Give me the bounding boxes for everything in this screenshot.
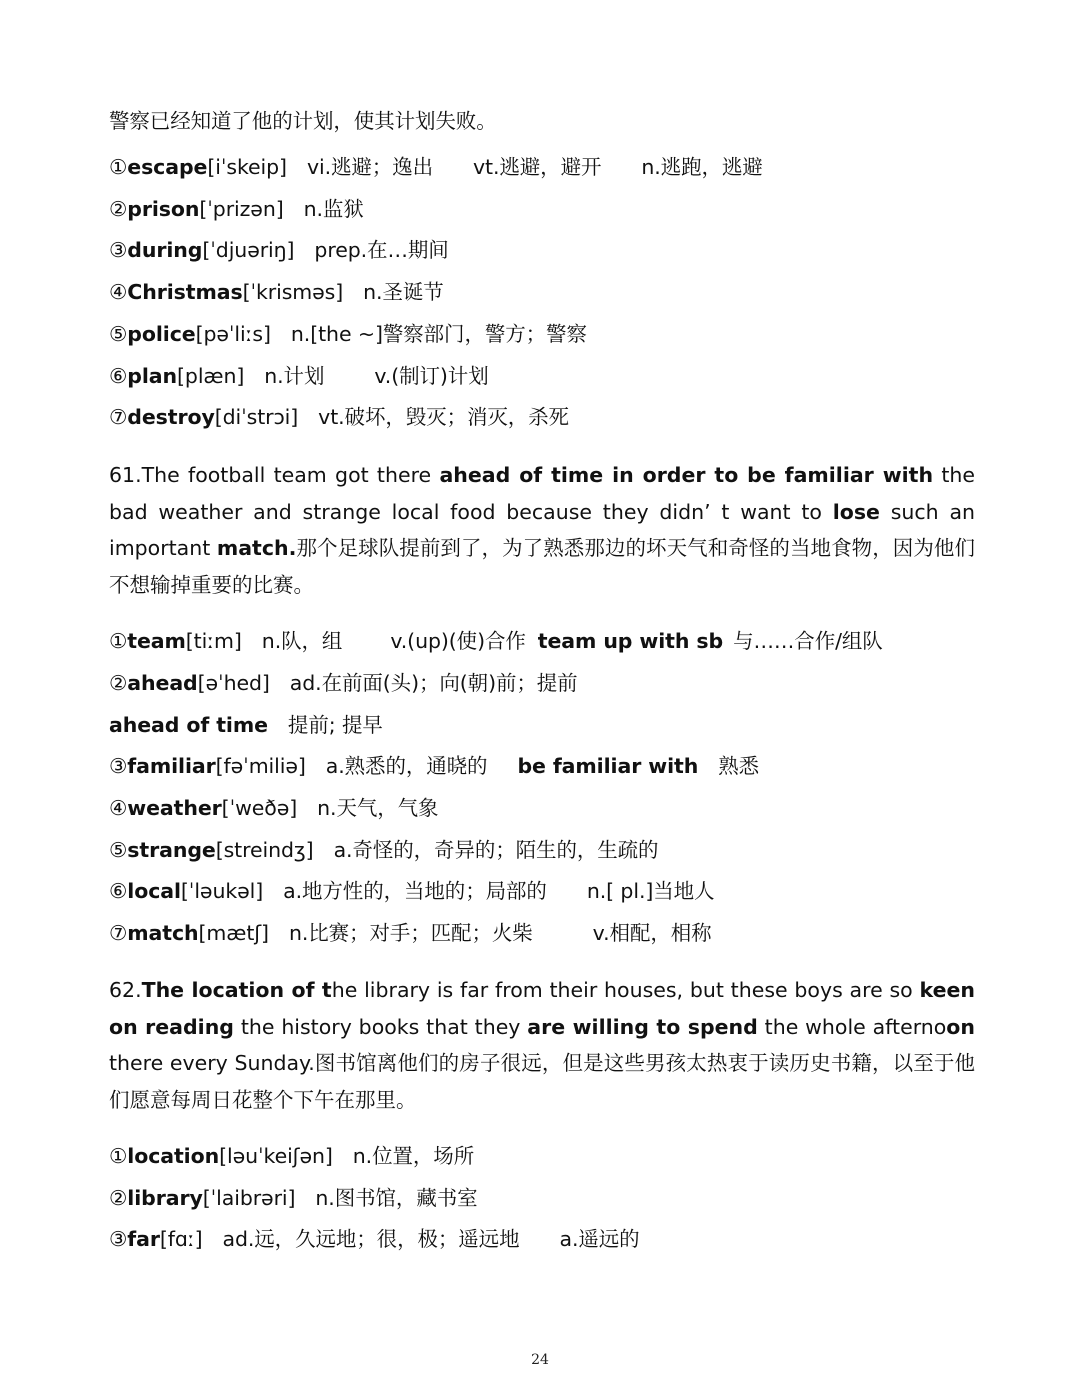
vocab-item-plan [109, 362, 979, 390]
vocab-word: familiar [127, 754, 216, 778]
meaning: a.奇怪的，奇异的；陌生的，生疏的 [333, 838, 659, 862]
key-phrase: team up with sb [537, 629, 724, 653]
vocab-item-local [109, 877, 979, 905]
sentence-62: 62.The location of the library is far from their houses, but these boys are so keen on reading the history books that they are willing to spend the whole afternoon there every Sunday.图书馆离他们的房子很远，但是这些男孩太热衷于读历史书籍，以至于他们愿意每周日花整个下午在那里。 [109, 978, 975, 1112]
vocab-word: library [127, 1186, 203, 1210]
vocab-word: plan [127, 364, 178, 388]
vocab-word: strange [127, 838, 216, 862]
key-phrase: are willing to spend [527, 1014, 758, 1039]
meaning: a.熟悉的，通晓的 [325, 754, 488, 778]
vocab-word: escape [127, 155, 208, 179]
vocab-item-familiar [109, 752, 979, 780]
item-number: ② [109, 671, 128, 695]
meaning: n.逃跑，逃避 [641, 155, 763, 179]
phonetic: [fəˈmiliə] [215, 754, 306, 778]
item-number: ⑥ [109, 879, 128, 903]
phonetic: [ləuˈkeiʃən] [219, 1144, 333, 1168]
vocab-word: police [127, 322, 196, 346]
meaning: 熟悉 [718, 754, 760, 778]
vocab-item-escape [109, 153, 979, 181]
vocab-item-ahead [109, 669, 979, 697]
key-phrase: be familiar with [517, 754, 699, 778]
phonetic: [fɑː] [159, 1227, 203, 1251]
item-number: ⑦ [109, 921, 128, 945]
item-number: ⑤ [109, 838, 128, 862]
phonetic: [diˈstrɔi] [214, 405, 299, 429]
chinese-translation: 图书馆离他们的房子很远，但是这些男孩太热衷于读历史书籍，以至于他们愿意每周日花整个下午在那里。 [109, 1051, 975, 1112]
vocab-word: local [127, 879, 181, 903]
item-number: ④ [109, 280, 128, 304]
key-phrase: ahead of time [109, 713, 268, 737]
vocab-word: destroy [127, 405, 215, 429]
key-phrase: on [946, 1014, 975, 1039]
phonetic: [plæn] [177, 364, 245, 388]
meaning: n.图书馆，藏书室 [315, 1186, 478, 1210]
item-number: ② [109, 197, 128, 221]
item-number: ① [109, 629, 128, 653]
meaning: v.(up)(使)合作 [390, 629, 526, 653]
vocab-item-prison [109, 195, 979, 223]
key-phrase: keen on reading [109, 978, 975, 1039]
item-number: ⑥ [109, 364, 128, 388]
meaning: n.天气，气象 [317, 796, 439, 820]
meaning: vt.破坏，毁灭；消灭，杀死 [318, 405, 569, 429]
meaning: ad.在前面(头)；向(朝)前；提前 [289, 671, 578, 695]
phonetic: [mætʃ] [198, 921, 269, 945]
vocab-word: Christmas [127, 280, 243, 304]
key-phrase: ahead of time in order to be familiar with [439, 463, 934, 487]
vocab-item-location [109, 1142, 979, 1170]
item-number: ① [109, 155, 128, 179]
meaning: n.圣诞节 [363, 280, 444, 304]
meaning: n.监狱 [303, 197, 364, 221]
vocab-item-during [109, 236, 979, 264]
vocab-word: ahead [127, 671, 198, 695]
meaning: a.遥远的 [559, 1227, 640, 1251]
meaning: n.[ pl.]当地人 [586, 879, 715, 903]
vocab-word: during [127, 238, 203, 262]
meaning: vi.逃避；逸出 [306, 155, 433, 179]
phonetic: [ˈkrisməs] [242, 280, 344, 304]
page-number: 24 [531, 1352, 549, 1368]
intro-sentence: 警察已经知道了他的计划，使其计划失败。 [109, 109, 497, 133]
meaning: vt.逃避，避开 [472, 155, 602, 179]
phonetic: [pəˈliːs] [195, 322, 271, 346]
meaning: n.比赛；对手；匹配；火柴 [288, 921, 533, 945]
vocab-item-match [109, 919, 979, 947]
meaning: n.计划 [264, 364, 325, 388]
meaning: n.[the ~]警察部门，警方；警察 [290, 322, 587, 346]
vocab-item-destroy [109, 403, 979, 431]
vocab-word: prison [127, 197, 200, 221]
meaning: ad.远，久远地；很，极；遥远地 [222, 1227, 520, 1251]
item-number: ⑤ [109, 322, 128, 346]
vocab-item-library [109, 1184, 979, 1212]
phonetic: [ˈləukəl] [180, 879, 264, 903]
key-phrase: match. [216, 536, 297, 560]
sentence-61: 61.The football team got there ahead of time in order to be familiar with the bad weather and strange local food because they didn’ t want to lose such an important match.那个足球队提前到了，为了熟悉那边的坏天气和奇怪的当地食物，因为他们不想输掉重要的比赛。 [109, 463, 975, 597]
vocab-word: far [127, 1227, 160, 1251]
phonetic: [tiːm] [185, 629, 242, 653]
phonetic: [əˈhed] [197, 671, 270, 695]
item-number: ③ [109, 754, 128, 778]
phonetic: [streindʒ] [215, 838, 314, 862]
item-number: ④ [109, 796, 128, 820]
phrase-ahead-of-time [109, 711, 979, 739]
vocab-item-strange [109, 836, 979, 864]
item-number: ③ [109, 1227, 128, 1251]
phonetic: [ˈprizən] [199, 197, 284, 221]
vocab-word: team [127, 629, 186, 653]
meaning: n.队，组 [261, 629, 343, 653]
vocab-word: match [127, 921, 199, 945]
vocab-item-far [109, 1225, 979, 1253]
vocab-item-weather [109, 794, 979, 822]
phonetic: [ˈlaibrəri] [202, 1186, 296, 1210]
vocab-item-christmas [109, 278, 979, 306]
item-number: ③ [109, 238, 128, 262]
vocab-word: weather [127, 796, 222, 820]
item-number: ① [109, 1144, 128, 1168]
phonetic: [ˈweðə] [221, 796, 298, 820]
meaning: v.相配，相称 [592, 921, 712, 945]
vocab-word: location [127, 1144, 220, 1168]
meaning: prep.在…期间 [314, 238, 449, 262]
meaning: v.(制订)计划 [374, 364, 489, 388]
key-phrase: The location of t [141, 978, 332, 1002]
key-phrase: lose [832, 499, 880, 524]
meaning: 提前; 提早 [287, 713, 383, 737]
meaning: n.位置，场所 [352, 1144, 475, 1168]
meaning: a.地方性的，当地的；局部的 [283, 879, 547, 903]
phonetic: [iˈskeip] [207, 155, 287, 179]
phonetic: [ˈdjuəriŋ] [202, 238, 295, 262]
vocab-item-team [109, 627, 979, 655]
meaning: 与……合作/组队 [733, 629, 883, 653]
vocab-item-police [109, 320, 979, 348]
item-number: ⑦ [109, 405, 128, 429]
chinese-translation: 那个足球队提前到了，为了熟悉那边的坏天气和奇怪的当地食物，因为他们不想输掉重要的比赛。 [109, 536, 975, 597]
item-number: ② [109, 1186, 128, 1210]
